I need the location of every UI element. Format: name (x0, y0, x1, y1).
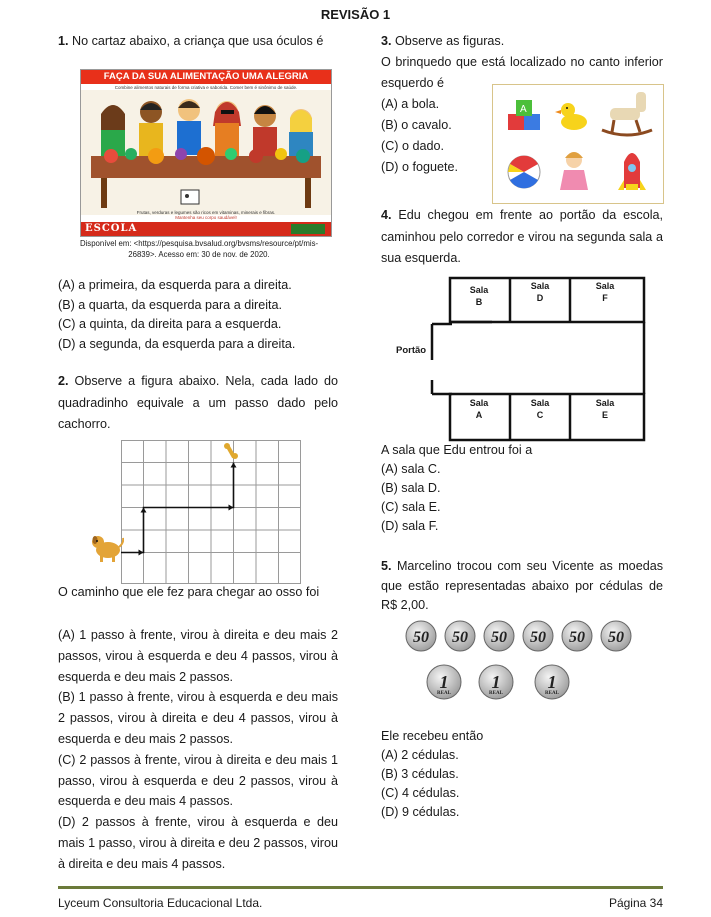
q2-option-a[interactable]: (A) 1 passo à frente, virou à direita e deu mais 2 passos, virou à esquerda e deu 4 passos, virou à esquerda e deu mais 2 passos. (58, 628, 338, 684)
poster-note-line2: Mantenha seu corpo saudável! (175, 215, 237, 220)
coins-figure (404, 620, 644, 710)
bone-icon (224, 443, 238, 459)
q5-options (381, 746, 663, 822)
poster-heading: FAÇA DA SUA ALIMENTAÇÃO UMA ALEGRIA (81, 70, 331, 84)
footer-divider (58, 886, 663, 889)
q5-option-c[interactable]: (C) 4 cédulas. (381, 786, 460, 800)
q1-option-c[interactable]: (C) a quinta, da direita para a esquerda. (58, 317, 282, 331)
q3-number: 3. (381, 34, 392, 48)
coin-1-text: 1 (439, 672, 449, 692)
footer-company: Lyceum Consultoria Educacional Ltda. (58, 896, 263, 910)
room-letter: B (475, 297, 483, 307)
dog-icon (90, 530, 124, 564)
q4-option-b[interactable]: (B) sala D. (381, 481, 441, 495)
q4-option-a[interactable]: (A) sala C. (381, 462, 441, 476)
room-f-label (585, 280, 625, 304)
q4-text: Edu chegou em frente ao portão da escola, caminhou pelo corredor e virou na segunda sala a sua esquerda. (381, 208, 664, 265)
q1-options (58, 276, 338, 354)
toys-figure (492, 84, 664, 204)
coin-50-icon (562, 621, 592, 651)
poster-note (81, 210, 331, 220)
q3-statement (381, 31, 663, 51)
coin-50-icon (601, 621, 631, 651)
room-letter: E (601, 410, 608, 420)
coin-1-icon (479, 665, 513, 699)
poster-note-line1: Frutas, verduras e legumes são ricos em vitaminas, minerais e fibras. (136, 210, 276, 215)
coin-50-icon (523, 621, 553, 651)
q4-question: A sala que Edu entrou foi a (381, 443, 533, 457)
coin-50-text: 50 (413, 629, 429, 646)
room-word: Sala (530, 281, 550, 291)
q1-option-b[interactable]: (B) a quarta, da esquerda para a direita. (58, 297, 283, 312)
room-word: Sala (469, 285, 489, 295)
q2-option-c[interactable]: (C) 2 passos à frente, virou à direita e deu mais 1 passo, virou à esquerda e deu 2 passos, virou à esquerda e deu mais 4 passos. (58, 752, 338, 809)
dog-path-grid (121, 440, 301, 584)
q1-number: 1. (58, 34, 69, 48)
q5-text: Marcelino trocou com seu Vicente as moedas que estão representadas abaixo por cédulas de R$ 2,00. (381, 559, 663, 612)
coin-50-icon (445, 621, 475, 651)
gate-label: Portão (396, 345, 427, 356)
q1-source-line2: 26839>. Acesso em: 30 de nov. de 2020. (128, 250, 270, 259)
room-word: Sala (530, 398, 550, 408)
svg-text:A: A (520, 104, 527, 115)
coin-1-word: REAL (489, 691, 503, 696)
poster-logo (291, 224, 325, 234)
room-word: Sala (469, 398, 489, 408)
q2-statement (58, 371, 338, 436)
q1-option-d[interactable]: (D) a segunda, da esquerda para a direita. (58, 336, 296, 351)
ball-icon (508, 156, 540, 189)
q3-options (381, 94, 491, 178)
room-a-label (459, 397, 499, 421)
room-word: Sala (595, 398, 615, 408)
q4-option-c[interactable]: (C) sala E. (381, 500, 441, 514)
q4-number: 4. (381, 208, 392, 222)
q5-question: Ele recebeu então (381, 729, 484, 743)
poster-subheading: Combine alimentos naturais de forma criativa e saborida. Comer bem é sinônimo de saúde. (114, 85, 298, 90)
q5-option-b[interactable]: (B) 3 cédulas. (381, 767, 459, 781)
q2-option-d[interactable]: (D) 2 passos à frente, virou à esquerda e deu mais 1 passo, virou à direita e deu 2 passos, virou à direita e deu mais 4 passos. (58, 815, 339, 871)
coin-1-text: 1 (491, 672, 501, 692)
q1-source (58, 238, 340, 260)
coin-50-text: 50 (491, 629, 507, 646)
coin-1-word: REAL (545, 691, 559, 696)
coin-1-word: REAL (437, 691, 451, 696)
room-letter: C (536, 410, 544, 420)
coin-50-text: 50 (608, 629, 624, 646)
q4-statement (381, 205, 663, 270)
q5-number: 5. (381, 559, 392, 573)
coin-50-text: 50 (452, 629, 468, 646)
coin-50-icon (406, 621, 436, 651)
poster-school-label: ESCOLA (85, 223, 138, 234)
q5-option-a[interactable]: (A) 2 cédulas. (381, 748, 459, 762)
room-letter: D (536, 293, 544, 303)
coin-1-icon (427, 665, 461, 699)
room-b-label (459, 284, 499, 308)
coin-50-text: 50 (530, 629, 546, 646)
coin-1-text: 1 (547, 672, 557, 692)
room-word: Sala (595, 281, 615, 291)
q4-option-d[interactable]: (D) sala F. (381, 519, 439, 533)
room-e-label (585, 397, 625, 421)
q5-statement (381, 557, 663, 616)
footer-page-number: Página 34 (608, 896, 663, 910)
q2-text: Observe a figura abaixo. Nela, cada lado do quadradinho equivale a um passo dado pelo cachorro. (58, 374, 338, 431)
q3-text: Observe as figuras. (395, 34, 505, 48)
q3-question: O brinquedo que está localizado no canto inferior esquerdo é (381, 55, 663, 90)
q2-option-b[interactable]: (B) 1 passo à frente, virou à esquerda e deu mais 2 passos, virou à direita e deu 4 passos, virou à esquerda e deu mais 2 passos. (58, 690, 338, 746)
q1-text: No cartaz abaixo, a criança que usa óculos é (72, 34, 324, 48)
q1-statement (58, 31, 338, 51)
q2-options (58, 625, 338, 875)
q5-option-d[interactable]: (D) 9 cédulas. (381, 805, 460, 819)
room-letter: A (475, 410, 483, 420)
q2-question: O caminho que ele fez para chegar ao osso foi (58, 585, 320, 599)
children-eating-illustration (81, 90, 331, 215)
q4-options (381, 460, 663, 536)
q3-option-b[interactable]: (B) o cavalo. (381, 118, 452, 132)
q3-option-a[interactable]: (A) a bola. (381, 97, 440, 111)
poster-image (80, 69, 332, 237)
q1-source-line1: Disponível em: <https://pesquisa.bvsalud.org/bvsms/resource/pt/mis- (79, 239, 319, 248)
q3-option-d[interactable]: (D) o foguete. (381, 160, 459, 174)
page-title: REVISÃO 1 (320, 7, 391, 22)
coin-50-text: 50 (569, 629, 585, 646)
room-letter: F (602, 293, 608, 303)
q3-option-c[interactable]: (C) o dado. (381, 139, 444, 153)
coin-1-icon (535, 665, 569, 699)
q2-number: 2. (58, 374, 69, 388)
q1-option-a[interactable]: (A) a primeira, da esquerda para a direita. (58, 278, 292, 292)
room-d-label (520, 280, 560, 304)
room-c-label (520, 397, 560, 421)
coin-50-icon (484, 621, 514, 651)
